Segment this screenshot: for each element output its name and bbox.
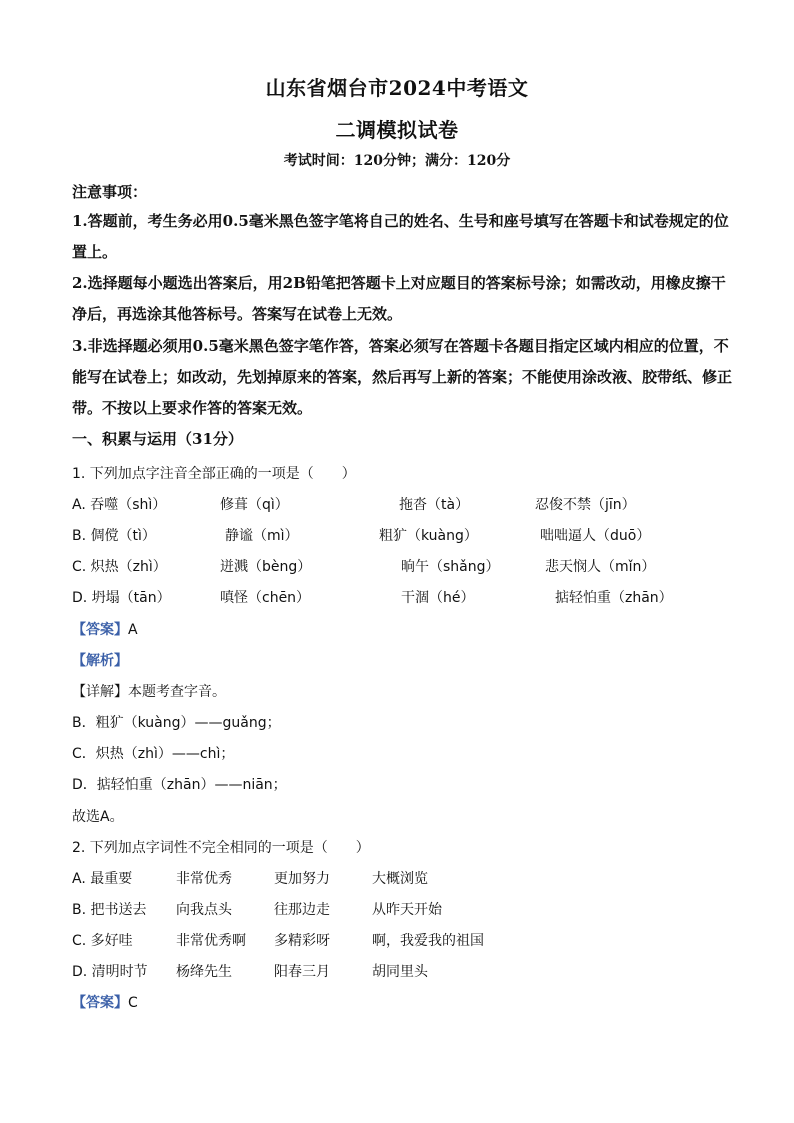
option-text: 悲天悯人（mǐn）: [545, 559, 656, 575]
option-text: 往那边走: [274, 902, 330, 918]
q2-answer: [72, 992, 138, 1012]
option-text: 非常优秀啊: [176, 933, 246, 949]
option-text: 静谧（mì）: [225, 528, 299, 544]
option-text: 干涸（hé）: [401, 590, 475, 606]
option-text: C. 炽热（zhì）: [72, 559, 167, 575]
option-text: 非常优秀: [176, 871, 232, 887]
answer-tag: 【答案】: [72, 622, 128, 638]
option-text: A. 吞噬（shì）: [72, 497, 167, 513]
detail-tag: 【详解】: [72, 684, 128, 700]
option-text: 杨绛先生: [176, 964, 232, 980]
q2-option-d: [72, 961, 732, 983]
option-text: 忍俊不禁（jīn）: [535, 497, 636, 513]
question-1-stem: 1. 下列加点字注音全部正确的一项是（ ）: [72, 466, 356, 482]
option-text: 从昨天开始: [372, 902, 442, 918]
q1-analysis-tag: [72, 650, 128, 670]
option-text: 晌午（shǎng）: [401, 559, 500, 575]
q1-detail: [72, 681, 226, 701]
option-text: 粗犷（kuàng）: [379, 528, 478, 544]
option-text: 大概浏览: [372, 871, 428, 887]
option-text: B. 把书送去: [72, 902, 147, 918]
option-text: A. 最重要: [72, 871, 133, 887]
q1-option-c: [72, 556, 732, 578]
notice-item-1: 1.答题前，考生务必用0.5毫米黑色签字笔将自己的姓名、生号和座号填写在答题卡和试卷规定的位置上。: [72, 212, 729, 261]
notice-item-3: 3.非选择题必须用0.5毫米黑色签字笔作答，答案必须写在答题卡各题目指定区域内相应的位置，不能写在试卷上；如改动，先划掉原来的答案，然后再写上新的答案；不能使用涂改液、胶带纸、修正带。不按以上要求作答的答案无效。: [72, 337, 733, 417]
exam-info: 考试时间：120分钟；满分：120分: [283, 153, 511, 169]
exam-title: 山东省烟台市2024中考语文: [265, 76, 529, 100]
q1-option-d: [72, 587, 732, 609]
option-text: C. 多好哇: [72, 933, 133, 949]
question-2-stem: 2. 下列加点字词性不完全相同的一项是（ ）: [72, 840, 370, 856]
q1-option-a: [72, 494, 732, 516]
q2-option-a: [72, 868, 732, 890]
option-text: 更加努力: [274, 871, 330, 887]
option-text: 多精彩呀: [274, 933, 330, 949]
q1-explain-b: B．粗犷（kuàng）——guǎng；: [72, 715, 281, 731]
option-text: 掂轻怕重（zhān）: [555, 590, 673, 606]
option-text: 胡同里头: [372, 964, 428, 980]
option-text: 拖沓（tà）: [399, 497, 470, 513]
answer-value: C: [128, 995, 138, 1011]
option-text: 迸溅（bèng）: [220, 559, 312, 575]
q1-answer: [72, 619, 138, 639]
section-heading: 一、积累与运用（31分）: [72, 430, 243, 448]
option-text: D. 坍塌（tān）: [72, 590, 171, 606]
q2-option-c: [72, 930, 732, 952]
option-text: 向我点头: [176, 902, 232, 918]
q1-explain-c: C．炽热（zhì）——chì；: [72, 746, 235, 762]
option-text: D. 清明时节: [72, 964, 148, 980]
q1-conclusion: 故选A。: [72, 809, 124, 825]
analysis-tag: 【解析】: [72, 653, 128, 669]
option-text: 阳春三月: [274, 964, 330, 980]
exam-subtitle: 二调模拟试卷: [335, 118, 459, 142]
option-text: 咄咄逼人（duō）: [540, 528, 651, 544]
answer-tag: 【答案】: [72, 995, 128, 1011]
detail-text: 本题考查字音。: [128, 684, 226, 700]
option-text: 嗔怪（chēn）: [220, 590, 311, 606]
option-text: B. 倜傥（tì）: [72, 528, 156, 544]
q1-explain-d: D．掂轻怕重（zhān）——niān；: [72, 777, 287, 793]
option-text: 啊，我爱我的祖国: [372, 933, 484, 949]
notice-item-2: 2.选择题每小题选出答案后，用2B铅笔把答题卡上对应题目的答案标号涂；如需改动，用橡皮擦干净后，再选涂其他答标号。答案写在试卷上无效。: [72, 274, 726, 323]
q1-option-b: [72, 525, 732, 547]
option-text: 修葺（qì）: [220, 497, 289, 513]
answer-value: A: [128, 622, 138, 638]
q2-option-b: [72, 899, 732, 921]
notice-heading: 注意事项：: [72, 183, 148, 201]
